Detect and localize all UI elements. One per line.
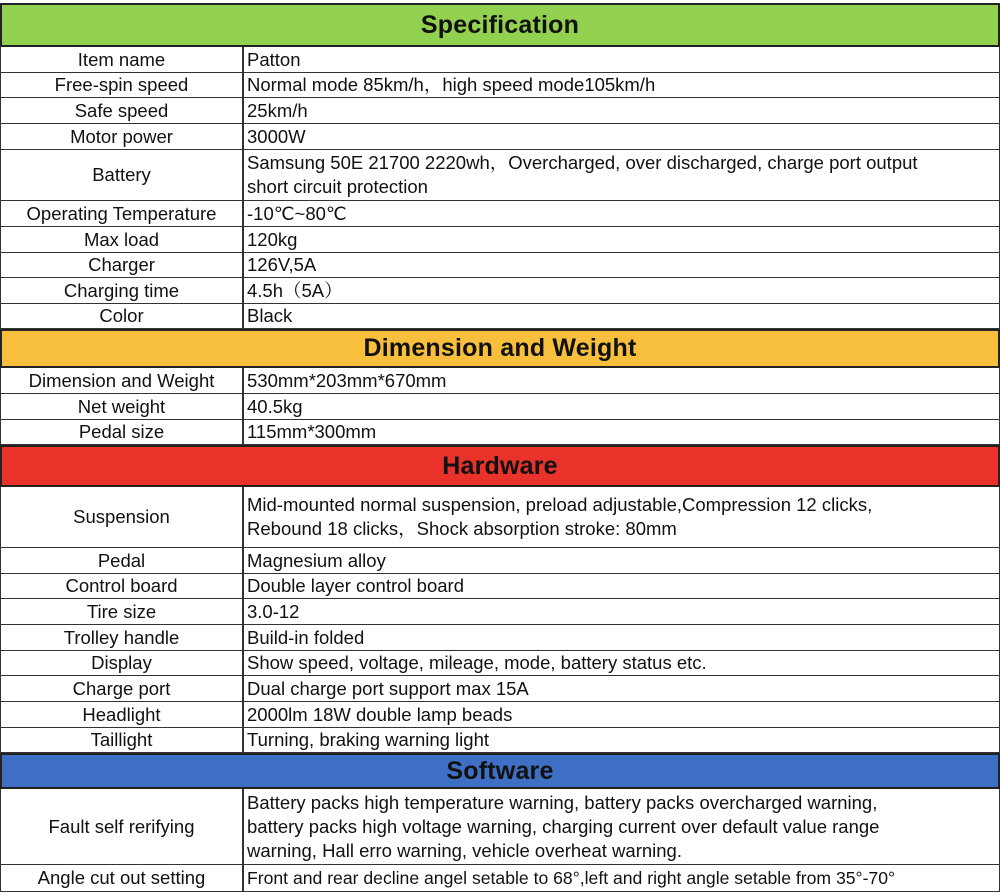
row-value: Turning, braking warning light — [247, 729, 489, 750]
table-row — [0, 702, 1000, 728]
row-label: Max load — [1, 227, 244, 252]
table-row — [0, 625, 1000, 651]
section-header-specification: Specification — [0, 3, 1000, 47]
row-label: Item name — [1, 47, 244, 72]
table-row — [0, 394, 1000, 420]
table-row — [0, 227, 1000, 253]
table-row — [0, 150, 1000, 201]
table-row — [0, 304, 1000, 329]
section-header-dimension: Dimension and Weight — [0, 329, 1000, 368]
row-label: Control board — [1, 574, 244, 598]
section-header-software: Software — [0, 753, 1000, 789]
row-label: Safe speed — [1, 98, 244, 123]
row-label: Color — [1, 304, 244, 328]
table-row — [0, 73, 1000, 98]
row-label: Angle cut out setting — [1, 865, 244, 891]
row-value: Mid-mounted normal suspension, preload adjustable,Compression 12 clicks, Rebound 18 clicks，Shock absorption stroke: 80mm — [247, 494, 873, 539]
table-row — [0, 865, 1000, 892]
section-header-hardware: Hardware — [0, 445, 1000, 487]
row-label: Operating Temperature — [1, 201, 244, 226]
table-row — [0, 487, 1000, 548]
row-value: Show speed, voltage, mileage, mode, battery status etc. — [247, 652, 707, 673]
row-label: Suspension — [1, 487, 244, 547]
row-value: 40.5kg — [247, 395, 303, 417]
row-value: 115mm*300mm — [247, 421, 377, 442]
row-value: Front and rear decline angel setable to 68°,left and right angle setable from 35°-70° — [247, 868, 896, 888]
table-row — [0, 278, 1000, 304]
row-label: Charge port — [1, 676, 244, 701]
table-row — [0, 599, 1000, 625]
table-row — [0, 253, 1000, 278]
table-row — [0, 201, 1000, 227]
row-value: Black — [247, 305, 293, 326]
row-value: 25km/h — [247, 99, 308, 121]
row-label: Battery — [1, 150, 244, 200]
row-label: Net weight — [1, 394, 244, 419]
row-label: Free-spin speed — [1, 73, 244, 97]
table-row — [0, 789, 1000, 865]
row-value: Samsung 50E 21700 2220wh，Overcharged, over discharged, charge port output short circuit protection — [247, 152, 918, 197]
row-label: Headlight — [1, 702, 244, 727]
row-value: Magnesium alloy — [247, 549, 386, 571]
table-row — [0, 728, 1000, 753]
row-value: Battery packs high temperature warning, battery packs overcharged warning, battery packs high voltage warning, charging current over default value range warning, Hall erro warning, vehicle overheat warning. — [247, 791, 880, 861]
table-row — [0, 98, 1000, 124]
table-row — [0, 124, 1000, 150]
row-label: Dimension and Weight — [1, 368, 244, 393]
row-value: Normal mode 85km/h，high speed mode105km/h — [247, 74, 656, 95]
table-row — [0, 368, 1000, 394]
row-label: Pedal size — [1, 420, 244, 444]
row-label: Motor power — [1, 124, 244, 149]
row-value: Build-in folded — [247, 626, 365, 648]
row-value: 3.0-12 — [247, 600, 300, 622]
row-value: Dual charge port support max 15A — [247, 677, 529, 699]
row-value: 4.5h（5A） — [247, 279, 343, 301]
table-row — [0, 548, 1000, 574]
table-row — [0, 47, 1000, 73]
table-row — [0, 676, 1000, 702]
row-label: Taillight — [1, 728, 244, 752]
table-row — [0, 420, 1000, 445]
row-label: Charger — [1, 253, 244, 277]
row-label: Trolley handle — [1, 625, 244, 650]
row-label: Fault self rerifying — [1, 789, 244, 864]
row-value: 2000lm 18W double lamp beads — [247, 703, 513, 725]
row-label: Pedal — [1, 548, 244, 573]
row-value: 530mm*203mm*670mm — [247, 369, 447, 391]
row-value: -10℃~80℃ — [247, 202, 347, 224]
table-row — [0, 651, 1000, 676]
row-value: Double layer control board — [247, 575, 464, 596]
row-label: Charging time — [1, 278, 244, 303]
row-value: Patton — [247, 48, 301, 70]
row-label: Tire size — [1, 599, 244, 624]
row-value: 120kg — [247, 228, 298, 250]
row-value: 126V,5A — [247, 254, 317, 275]
table-row — [0, 574, 1000, 599]
row-label: Display — [1, 651, 244, 675]
row-value: 3000W — [247, 125, 306, 147]
